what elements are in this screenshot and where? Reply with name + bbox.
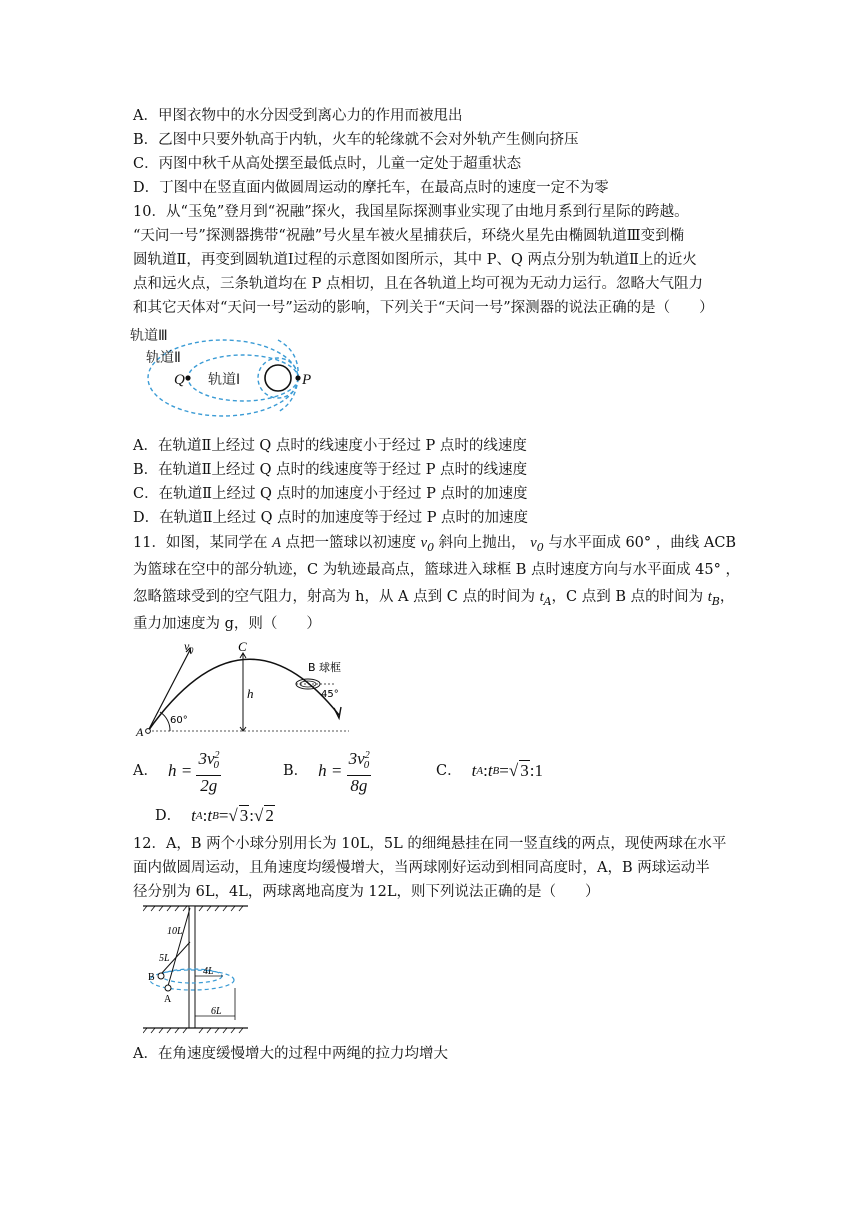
q10-stem-line-3: 圆轨道Ⅱ，再变到圆轨道Ⅰ过程的示意图如图所示，其中 P、Q 两点分别为轨道Ⅱ上的近火 (133, 252, 697, 268)
ball-a-label: A (164, 994, 172, 1005)
angle-60-arc (160, 712, 170, 731)
q11-option-d: D． t A : t B = √ 3 : √ 2 (155, 805, 274, 825)
point-q-dot (185, 375, 190, 380)
q11-option-c: C． t A : t B = √ 3 :1 (436, 760, 543, 780)
q10-stem-line-2: “天问一号”探测器携带“祝融”号火星车被火星捕获后，环绕火星先由椭圆轨道Ⅲ变到椭 (133, 228, 685, 244)
q11-stem-line-1: 11．如图，某同学在 A 点把一篮球以初速度 $v_0$ 斜向上抛出， $v_0$ 与水平面成 60° ，曲线 ACB (133, 535, 737, 554)
q12-option-a: A．在角速度缓慢增大的过程中两绳的拉力均增大 (133, 1046, 448, 1062)
orbit-2-label: 轨道Ⅱ (146, 350, 181, 366)
v0-label: $v_0$ (184, 640, 194, 655)
q11-option-a: A． h = $\frac{3v^2_0}{2g}$ (133, 746, 221, 796)
point-a-label: A (136, 725, 144, 739)
q11-stem-line-2: 为篮球在空中的部分轨迹，C 为轨迹最高点，篮球进入球框 B 点时速度方向与水平面成 45° ， (133, 562, 740, 578)
length-5l-label: 5L (159, 953, 170, 964)
point-a-dot (146, 729, 151, 734)
ball-b-label: B (148, 972, 155, 983)
conical-pendulum-diagram (143, 904, 253, 1034)
ball-b (158, 973, 164, 979)
orbit-3-label: 轨道Ⅲ (130, 328, 168, 344)
q9-option-a: A．甲图衣物中的水分因受到离心力的作用而被甩出 (133, 108, 463, 124)
q11-option-b-fraction: $\frac{3v^2_0}{8g}$ (347, 746, 372, 796)
q10-stem-line-1: 10．从“玉兔”登月到“祝融”探火，我国星际探测事业实现了由地月系到行星际的跨越。 (133, 204, 689, 220)
radius-4l-label: 4L (203, 966, 214, 977)
q11-option-b: B． h = $\frac{3v^2_0}{8g}$ (283, 746, 371, 796)
point-p-dot (295, 375, 300, 380)
angle-45-label: 45° (321, 689, 339, 700)
height-label: h (247, 686, 254, 701)
point-q-label: Q (174, 372, 185, 388)
string-a (168, 908, 190, 986)
ball-a (165, 985, 171, 991)
q12-stem-line-3: 径分别为 6L，4L，两球离地高度为 12L，则下列说法正确的是（ ） (133, 884, 600, 900)
basket-label: B 球框 (308, 661, 342, 674)
point-c-label: C (238, 640, 247, 654)
q9-option-d: D．丁图中在竖直面内做圆周运动的摩托车，在最高点时的速度一定不为零 (133, 180, 609, 196)
point-p-label: P (302, 372, 312, 388)
q10-option-c: C．在轨道Ⅱ上经过 Q 点时的加速度小于经过 P 点时的加速度 (133, 486, 528, 502)
projectile-diagram (134, 640, 354, 740)
q9-option-b: B．乙图中只要外轨高于内轨，火车的轮缘就不会对外轨产生侧向挤压 (133, 132, 579, 148)
radius-6l-label: 6L (211, 1006, 222, 1017)
length-10l-label: 10L (167, 926, 183, 937)
q11-stem-line-4: 重力加速度为 g，则（ ） (133, 616, 321, 632)
q10-option-a: A．在轨道Ⅱ上经过 Q 点时的线速度小于经过 P 点时的线速度 (133, 438, 527, 454)
mars-planet (265, 365, 291, 391)
orbit-1-label: 轨道Ⅰ (208, 372, 241, 388)
q10-option-b: B．在轨道Ⅱ上经过 Q 点时的线速度等于经过 P 点时的线速度 (133, 462, 528, 478)
orbit-diagram (128, 322, 328, 422)
q10-option-d: D．在轨道Ⅱ上经过 Q 点时的加速度等于经过 P 点时的加速度 (133, 510, 529, 526)
q12-stem-line-2: 面内做圆周运动，且角速度均缓慢增大，当两球刚好运动到相同高度时，A，B 两球运动半 (133, 860, 710, 876)
q11-option-a-fraction: $\frac{3v^2_0}{2g}$ (196, 746, 221, 796)
q10-stem-line-5: 和其它天体对“天问一号”运动的影响，下列关于“天问一号”探测器的说法正确的是（ ） (133, 300, 714, 316)
q10-stem-line-4: 点和远火点，三条轨道均在 P 点相切，且在各轨道上均可视为无动力运行。忽略大气阻力 (133, 276, 703, 292)
q11-stem-line-3: 忽略篮球受到的空气阻力，射高为 h，从 A 点到 C 点的时间为 $t_A$，C 点到 B 点的时间为 $t_B$， (133, 589, 735, 608)
angle-60-label: 60° (170, 715, 188, 726)
q9-option-c: C．丙图中秋千从高处摆至最低点时，儿童一定处于超重状态 (133, 156, 522, 172)
vertical-pole (189, 906, 195, 1028)
q12-stem-line-1: 12．A，B 两个小球分别用长为 10L，5L 的细绳悬挂在同一竖直线的两点，现使两球在水平 (133, 836, 727, 852)
